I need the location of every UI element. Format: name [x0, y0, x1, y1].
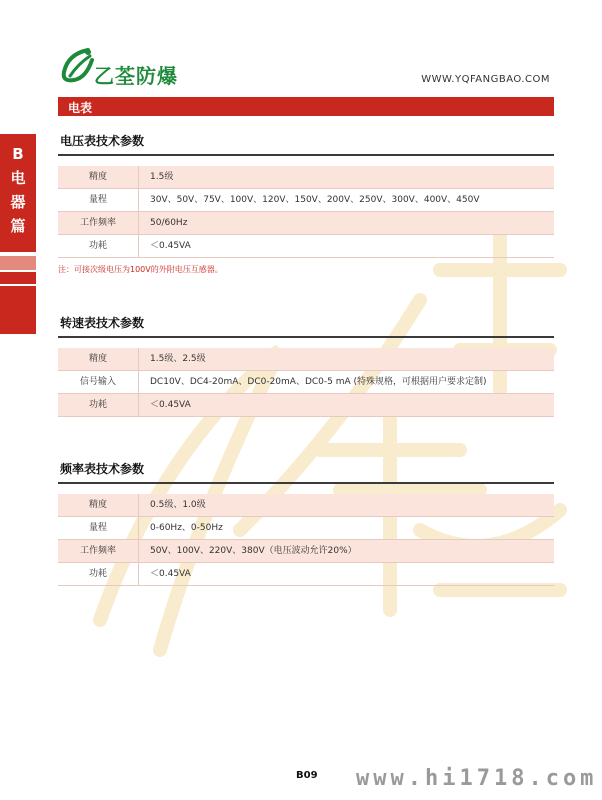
column-divider — [138, 394, 139, 416]
spec-table — [58, 494, 554, 586]
row-label: 量程 — [88, 523, 107, 533]
table-row — [58, 494, 554, 517]
table-row — [58, 540, 554, 563]
column-divider — [138, 563, 139, 585]
table-row — [58, 189, 554, 212]
brand-name: 乙荃防爆 — [94, 64, 178, 88]
column-divider — [138, 189, 139, 211]
chapter-title: 电表 — [68, 101, 93, 115]
row-value: 1.5级、2.5级 — [150, 354, 206, 364]
chapter-bar — [58, 97, 554, 116]
brand-logo-icon — [58, 46, 98, 86]
side-tab-lower — [0, 286, 36, 334]
table-row — [58, 371, 554, 394]
side-tab-letter: B — [12, 145, 24, 163]
side-stripe — [0, 256, 36, 270]
page-number: B09 — [296, 770, 318, 781]
table-row — [58, 235, 554, 258]
column-divider — [138, 494, 139, 516]
row-value: ＜0.45VA — [150, 400, 191, 410]
table-row — [58, 394, 554, 417]
row-label: 信号输入 — [79, 377, 116, 387]
row-label: 功耗 — [88, 241, 107, 251]
section-divider — [58, 482, 554, 484]
table-row — [58, 348, 554, 371]
row-label: 精度 — [88, 354, 107, 364]
spec-table — [58, 348, 554, 417]
row-label: 精度 — [88, 500, 107, 510]
section-title: 频率表技术参数 — [60, 462, 145, 476]
row-value: 1.5级 — [150, 172, 174, 182]
table-row — [58, 212, 554, 235]
column-divider — [138, 540, 139, 562]
table-row — [58, 563, 554, 586]
side-tab-char: 电 — [10, 169, 26, 187]
table-row — [58, 517, 554, 540]
section-frequency-meter — [58, 460, 554, 586]
brand-logo[interactable] — [58, 46, 278, 90]
side-tab-char: 器 — [10, 193, 26, 211]
section-title: 电压表技术参数 — [60, 134, 145, 148]
table-row — [58, 166, 554, 189]
side-tab-label — [0, 142, 36, 238]
column-divider — [138, 348, 139, 370]
row-value: ＜0.45VA — [150, 241, 191, 251]
row-label: 精度 — [88, 172, 107, 182]
section-voltmeter — [58, 132, 554, 275]
column-divider — [138, 371, 139, 393]
column-divider — [138, 212, 139, 234]
row-label: 功耗 — [88, 400, 107, 410]
column-divider — [138, 166, 139, 188]
section-tachometer — [58, 314, 554, 417]
source-watermark: www.hi1718.com — [356, 766, 598, 791]
row-value: 0.5级、1.0级 — [150, 500, 206, 510]
row-value: 30V、50V、75V、100V、120V、150V、200V、250V、300V、400V、450V — [150, 195, 480, 205]
spec-table — [58, 166, 554, 258]
side-tab[interactable] — [0, 134, 36, 252]
row-label: 量程 — [88, 195, 107, 205]
row-label: 工作频率 — [79, 546, 116, 556]
row-value: 0-60Hz、0-50Hz — [150, 523, 223, 533]
side-tab-char: 篇 — [10, 217, 26, 235]
section-divider — [58, 154, 554, 156]
column-divider — [138, 235, 139, 257]
section-title: 转速表技术参数 — [60, 316, 145, 330]
row-label: 工作频率 — [79, 218, 116, 228]
row-value: 50/60Hz — [150, 218, 188, 228]
row-value: 50V、100V、220V、380V（电压波动允许20%） — [150, 546, 357, 556]
row-value: DC10V、DC4-20mA、DC0-20mA、DC0-5 mA (特殊规格，可根据用户要求定制) — [150, 377, 487, 387]
side-stripe — [0, 272, 36, 284]
footnote: 注：可接次级电压为100V的外附电压互感器。 — [58, 265, 223, 274]
site-url[interactable]: WWW.YQFANGBAO.COM — [421, 74, 550, 85]
section-divider — [58, 336, 554, 338]
column-divider — [138, 517, 139, 539]
row-value: ＜0.45VA — [150, 569, 191, 579]
row-label: 功耗 — [88, 569, 107, 579]
